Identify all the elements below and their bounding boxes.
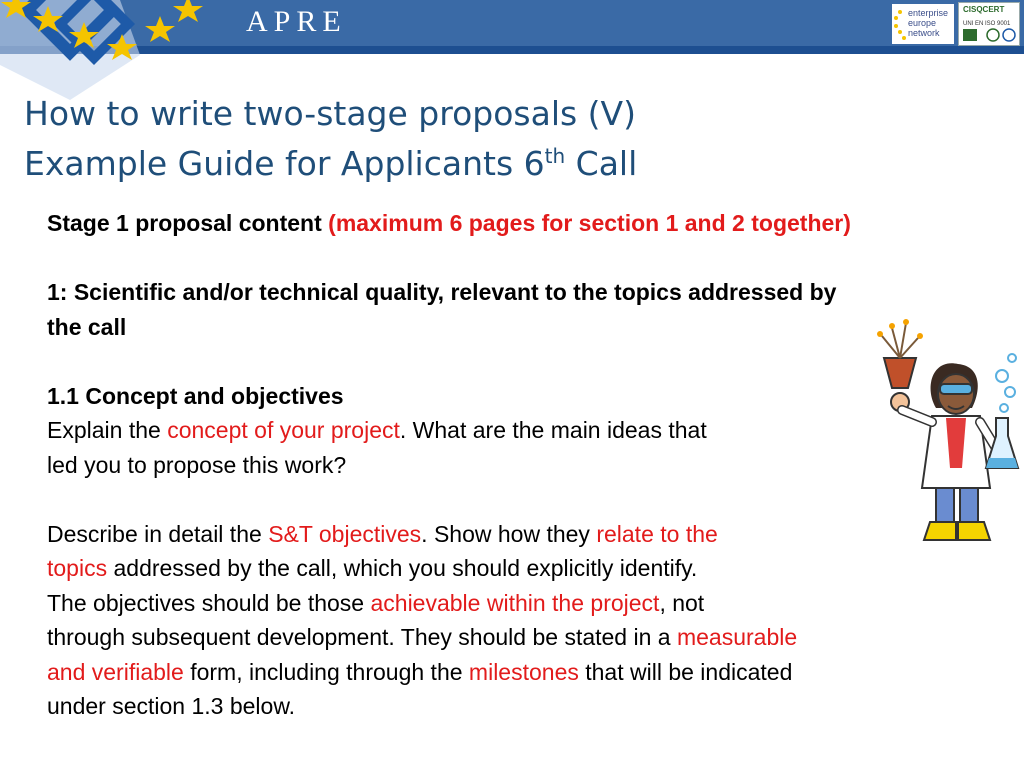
p1-text-a: Explain the [47, 417, 168, 443]
p2-highlight-relate: relate to the [596, 520, 718, 547]
scientist-icon [862, 318, 1024, 548]
p2-text-g: form, including through the [183, 658, 469, 685]
slide-title [24, 93, 637, 185]
paragraph-objectives [47, 517, 977, 724]
p2-highlight-verifiable: and verifiable [47, 658, 184, 685]
apre-stars-logo-icon [0, 0, 220, 100]
section-1-text: 1: Scientific and/or technical quality, relevant to the topics addressed by the call [47, 279, 837, 340]
p2-text-d: The objectives should be those [47, 589, 371, 616]
p2-highlight-measurable: measurable [676, 624, 798, 650]
stage-label: Stage 1 proposal content [47, 210, 329, 236]
p2-text-b: . Show how they [421, 520, 597, 547]
cert-badges-icon [959, 27, 1019, 45]
een-line-3: network [908, 28, 940, 38]
eu-stars-icon [892, 4, 908, 44]
stage-heading [47, 206, 917, 241]
cert-name: CISQCERT [963, 5, 1005, 14]
een-line-2: europe [908, 18, 937, 28]
section-1-1-heading [47, 379, 977, 414]
p2-text-f: through subsequent development. They should be stated in a [47, 624, 677, 650]
p2-highlight-st-objectives: S&T objectives [268, 520, 422, 547]
p2-highlight-achievable: achievable within the project [370, 589, 660, 616]
title-superscript: th [544, 144, 566, 168]
stage-note: (maximum 6 pages for section 1 and 2 together) [328, 210, 851, 236]
p1-text-b: . What are the main ideas that [399, 417, 707, 443]
p2-text-h: that will be indicated [578, 658, 793, 685]
p2-highlight-topics: topics [47, 555, 108, 581]
title-line-2 [24, 135, 637, 185]
cert-standard: UNI EN ISO 9001 [963, 21, 1011, 27]
section-1-1-text: 1.1 Concept and objectives [47, 382, 344, 409]
p1-highlight-concept: concept of your project [167, 417, 400, 443]
een-line-1: enterprise [908, 8, 949, 18]
paragraph-concept [47, 413, 977, 482]
p2-text-i: under section 1.3 below. [47, 693, 296, 719]
slide-body [47, 206, 977, 724]
p2-text-c: addressed by the call, which you should explicitly identify. [107, 555, 698, 581]
p2-text-a: Describe in detail the [47, 520, 269, 547]
title-line-1: How to write two-stage proposals (V) [24, 94, 636, 133]
p2-highlight-milestones: milestones [468, 658, 579, 685]
p1-text-c: led you to propose this work? [47, 451, 347, 478]
cisqcert-logo [958, 2, 1020, 46]
section-1-heading [47, 275, 847, 344]
enterprise-europe-network-logo [892, 4, 954, 44]
brand-name: APRE [246, 5, 347, 38]
title-line-2-text: Example Guide for Applicants 6 [24, 144, 545, 183]
title-line-2-suffix: Call [565, 144, 638, 183]
p2-text-e: , not [659, 589, 705, 616]
